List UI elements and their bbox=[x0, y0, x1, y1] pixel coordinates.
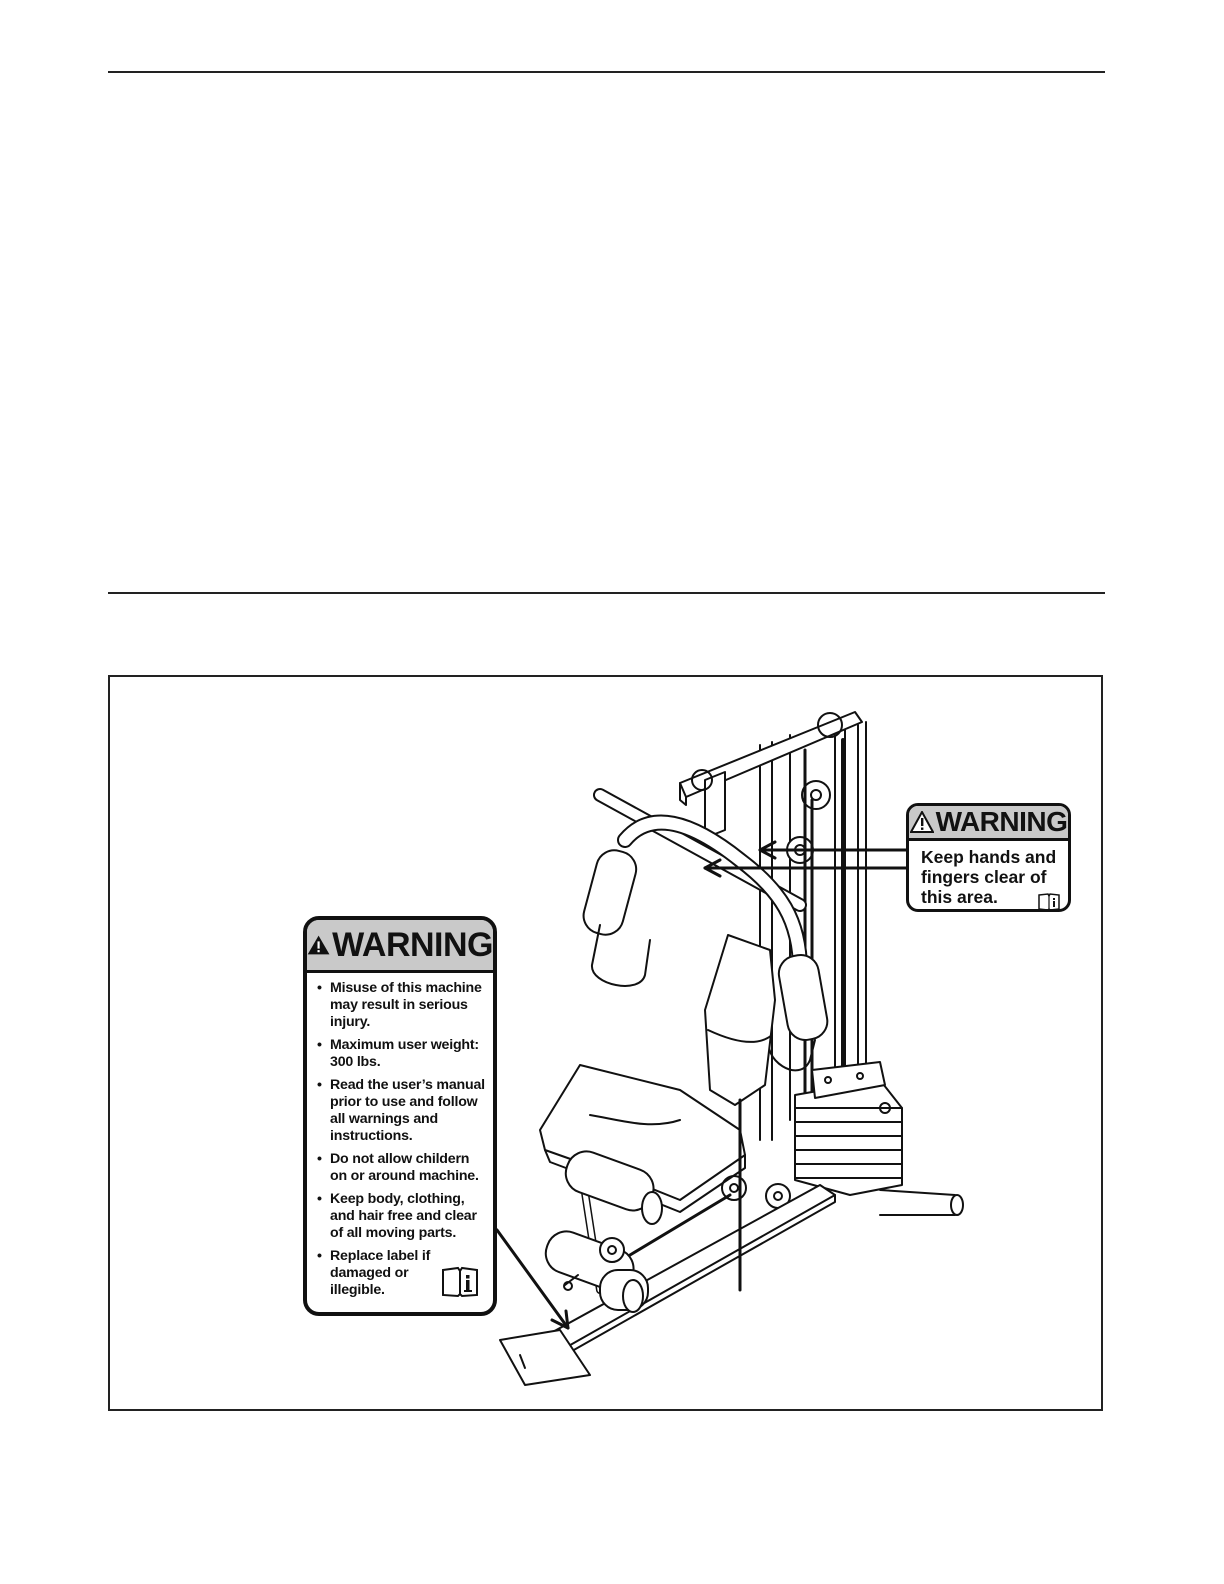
warning-item: • Replace label if damaged or illegible. bbox=[317, 1248, 434, 1299]
warning-line: fingers clear of bbox=[921, 867, 1047, 887]
warning-label-pinch bbox=[906, 803, 1071, 912]
manual-info-icon bbox=[441, 1266, 479, 1298]
warning-triangle-icon bbox=[910, 811, 934, 833]
manual-info-icon bbox=[1038, 893, 1060, 911]
warning-line: Keep hands and bbox=[921, 847, 1057, 867]
warning-label-general bbox=[303, 916, 497, 1316]
warning-header bbox=[307, 920, 493, 973]
warning-heading: WARNING bbox=[935, 806, 1068, 837]
warning-list bbox=[307, 973, 493, 1299]
press-arms bbox=[580, 795, 831, 1070]
warning-header bbox=[909, 806, 1068, 841]
warning-item: • Misuse of this machine may result in serious injury. bbox=[317, 980, 487, 1031]
warning-item: • Do not allow childern on or around machine. bbox=[317, 1151, 487, 1185]
warning-triangle-icon bbox=[307, 931, 330, 959]
warning-heading: WARNING bbox=[332, 925, 493, 964]
warning-item: • Read the user’s manual prior to use and follow all warnings and instructions. bbox=[317, 1077, 487, 1145]
warning-item: • Maximum user weight: 300 lbs. bbox=[317, 1037, 487, 1071]
warning-item: • Keep body, clothing, and hair free and clear of all moving parts. bbox=[317, 1191, 487, 1242]
base-frame bbox=[500, 1185, 963, 1385]
warning-line: this area. bbox=[921, 887, 998, 907]
